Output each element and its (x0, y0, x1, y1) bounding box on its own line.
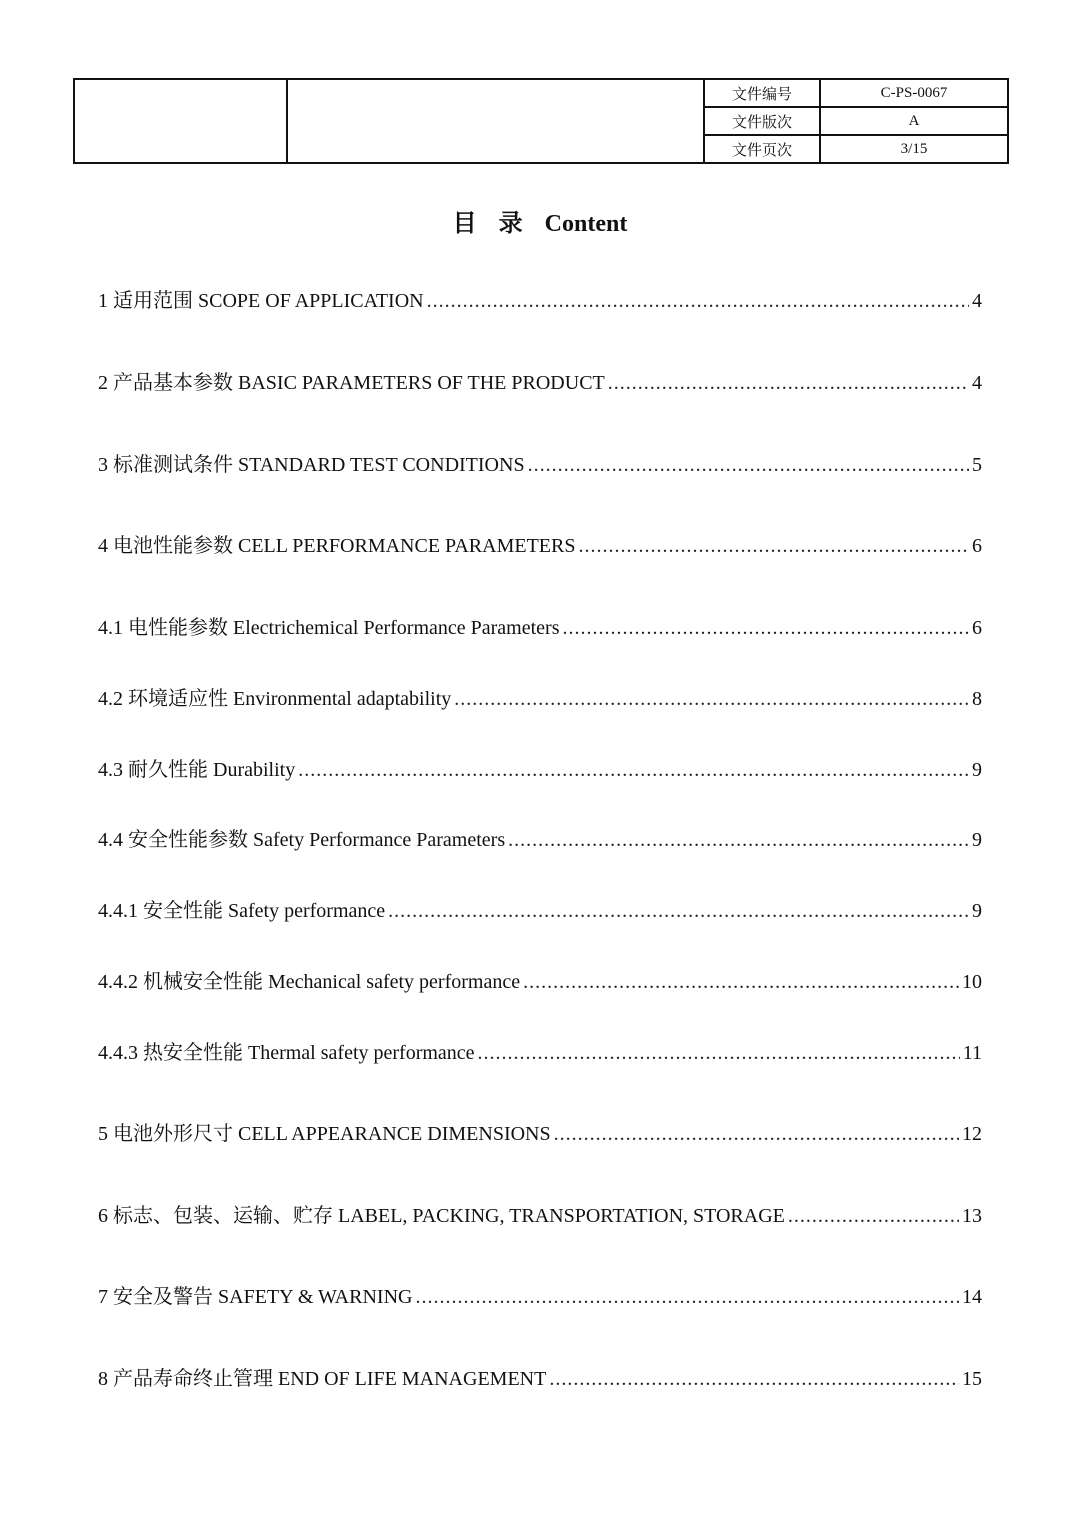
toc-entry[interactable] (98, 686, 982, 712)
page-title-cn: 目录 (452, 209, 545, 237)
doc-number-label: 文件编号 (704, 79, 820, 107)
toc-entry-text: 4.4.1 安全性能 Safety performance (98, 900, 386, 922)
toc-entry-text: 4.2 环境适应性 Environmental adaptability (98, 688, 452, 710)
doc-version-value: A (820, 107, 1008, 135)
toc-entry-page: 9 (972, 900, 982, 922)
toc-entry[interactable] (98, 898, 982, 924)
toc-leader-dots (528, 452, 969, 478)
page-title (0, 203, 1080, 238)
toc-entry-page: 15 (962, 1368, 982, 1390)
toc-entry[interactable] (98, 827, 982, 853)
toc-leader-dots (563, 615, 970, 641)
toc-leader-dots (523, 969, 959, 995)
toc-entry-text: 5 电池外形尺寸 CELL APPEARANCE DIMENSIONS (98, 1123, 551, 1145)
toc-entry-text: 8 产品寿命终止管理 END OF LIFE MANAGEMENT (98, 1368, 547, 1390)
toc-entry-text: 4.4.3 热安全性能 Thermal safety performance (98, 1042, 475, 1064)
toc-entry-text: 3 标准测试条件 STANDARD TEST CONDITIONS (98, 454, 525, 476)
toc-entry-text: 7 安全及警告 SAFETY & WARNING (98, 1286, 413, 1308)
toc-entry-page: 8 (972, 688, 982, 710)
toc-entry-page: 6 (972, 617, 982, 639)
doc-number-value: C-PS-0067 (820, 79, 1008, 107)
toc-entry-text: 4.4 安全性能参数 Safety Performance Parameters (98, 829, 506, 851)
toc-leader-dots (388, 898, 969, 924)
toc-entry[interactable] (98, 1040, 982, 1066)
toc-leader-dots (608, 370, 969, 396)
toc-entry[interactable] (98, 1284, 982, 1310)
header-row-doc-number (74, 79, 1008, 107)
toc-leader-dots (298, 757, 969, 783)
toc-entry-text: 4.1 电性能参数 Electrichemical Performance Parameters (98, 617, 560, 639)
toc-entry[interactable] (98, 1203, 982, 1229)
toc-leader-dots (427, 288, 969, 314)
toc-entry-text: 2 产品基本参数 BASIC PARAMETERS OF THE PRODUCT (98, 372, 605, 394)
toc-leader-dots (454, 686, 969, 712)
toc-entry-page: 12 (962, 1123, 982, 1145)
toc-entry-page: 9 (972, 759, 982, 781)
toc-leader-dots (415, 1284, 959, 1310)
toc-entry-text: 1 适用范围 SCOPE OF APPLICATION (98, 290, 424, 312)
toc-entry-page: 14 (962, 1286, 982, 1308)
toc-entry[interactable] (98, 757, 982, 783)
toc-entry-page: 4 (972, 372, 982, 394)
toc-entry-text: 4.4.2 机械安全性能 Mechanical safety performance (98, 971, 521, 993)
toc-entry-page: 6 (972, 535, 982, 557)
toc-entry-page: 13 (962, 1205, 982, 1227)
toc-entry[interactable] (98, 452, 982, 478)
toc-entry-page: 10 (962, 971, 982, 993)
toc-entry-page: 4 (972, 290, 982, 312)
toc-leader-dots (788, 1203, 959, 1229)
toc-entry-text: 4 电池性能参数 CELL PERFORMANCE PARAMETERS (98, 535, 576, 557)
document-header-table (73, 78, 1009, 164)
toc-entry-page: 9 (972, 829, 982, 851)
toc-entry[interactable] (98, 1366, 982, 1392)
toc-entry[interactable] (98, 288, 982, 314)
toc-entry[interactable] (98, 615, 982, 641)
toc-entry[interactable] (98, 533, 982, 559)
toc-leader-dots (554, 1121, 959, 1147)
toc-entry-text: 6 标志、包装、运输、贮存 LABEL, PACKING, TRANSPORTATION, STORAGE (98, 1205, 785, 1227)
toc-entry[interactable] (98, 969, 982, 995)
doc-version-label: 文件版次 (704, 107, 820, 135)
toc-leader-dots (508, 827, 969, 853)
doc-page-label: 文件页次 (704, 135, 820, 163)
toc-leader-dots (549, 1366, 959, 1392)
toc-entry[interactable] (98, 370, 982, 396)
page-title-en: Content (544, 211, 628, 237)
toc-leader-dots (578, 533, 969, 559)
logo-cell (74, 79, 287, 163)
doc-title-cell (287, 79, 704, 163)
toc-leader-dots (478, 1040, 960, 1066)
toc-entry[interactable] (98, 1121, 982, 1147)
doc-page-value: 3/15 (820, 135, 1008, 163)
toc-entry-page: 11 (962, 1042, 982, 1064)
toc-entry-text: 4.3 耐久性能 Durability (98, 759, 296, 781)
toc-entry-page: 5 (972, 454, 982, 476)
